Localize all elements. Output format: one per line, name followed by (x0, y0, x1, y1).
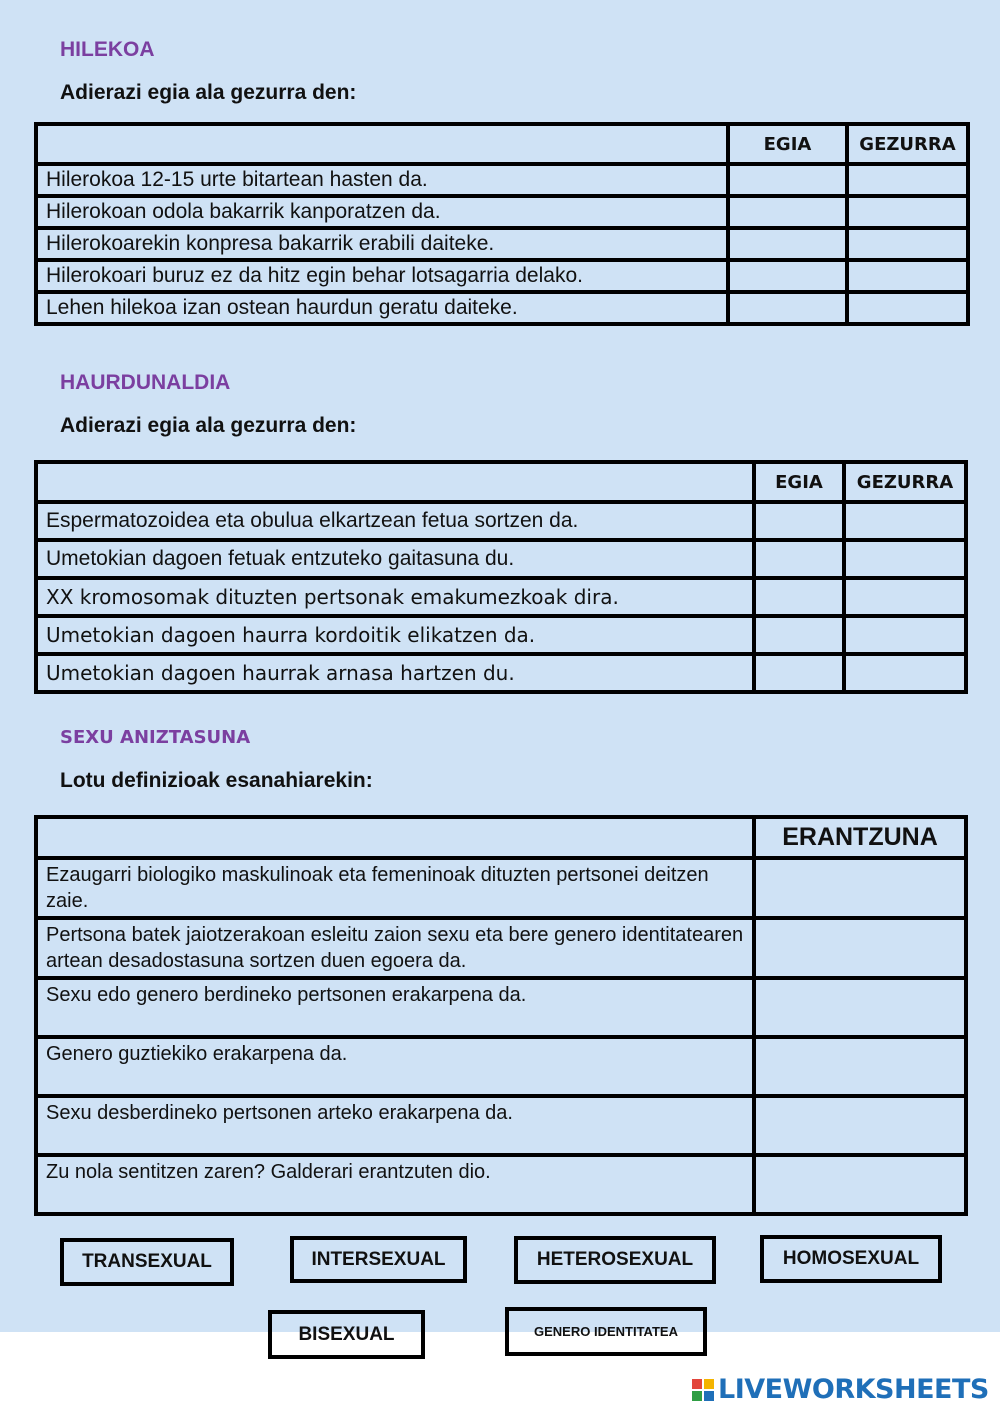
hilekoa-instruction: Adierazi egia ala gezurra den: (60, 81, 357, 104)
hilekoa-table (34, 122, 970, 326)
table-row (36, 918, 966, 978)
haurdunaldia-title: HAURDUNALDIA (60, 371, 231, 394)
definition-text: Zu nola sentitzen zaren? Galderari erantzuten dio. (36, 1155, 754, 1214)
haurdunaldia-instruction: Adierazi egia ala gezurra den: (60, 414, 357, 437)
gezurra-answer-cell[interactable] (847, 196, 968, 228)
definition-text: Sexu edo genero berdineko pertsonen erakarpena da. (36, 978, 754, 1037)
statement-text: Espermatozoidea eta obulua elkartzean fetua sortzen da. (36, 502, 754, 540)
answer-drop-cell[interactable] (754, 978, 966, 1037)
option-homosexual[interactable]: HOMOSEXUAL (760, 1235, 942, 1283)
egia-header: EGIA (728, 124, 847, 164)
egia-answer-cell[interactable] (728, 260, 847, 292)
option-bisexual[interactable]: BISEXUAL (268, 1310, 425, 1359)
logo-square (704, 1379, 714, 1389)
sexu-aniztasuna-title: SEXU ANIZTASUNA (60, 727, 251, 748)
table-row (36, 164, 968, 196)
hilekoa-title: HILEKOA (60, 38, 155, 61)
haurdunaldia-table (34, 460, 968, 694)
definition-text: Ezaugarri biologiko maskulinoak eta femeninoak dituzten pertsonei deitzen zaie. (36, 858, 754, 918)
table-row (36, 978, 966, 1037)
egia-answer-cell[interactable] (728, 164, 847, 196)
option-transexual[interactable]: TRANSEXUAL (60, 1238, 234, 1286)
logo-square (692, 1391, 702, 1401)
table-row (36, 260, 968, 292)
gezurra-answer-cell[interactable] (847, 292, 968, 324)
statement-text: Hilerokoari buruz ez da hitz egin behar lotsagarria delako. (36, 260, 728, 292)
statement-text: Umetokian dagoen haurrak arnasa hartzen du. (36, 654, 754, 692)
answer-drop-cell[interactable] (754, 1096, 966, 1155)
statement-text: Umetokian dagoen haurra kordoitik elikatzen da. (36, 616, 754, 654)
logo-text: LIVEWORKSHEETS (718, 1374, 989, 1405)
logo-squares-icon (692, 1379, 714, 1401)
sexu-aniztasuna-instruction: Lotu definizioak esanahiarekin: (60, 769, 373, 792)
table-row (36, 578, 966, 616)
answer-drop-cell[interactable] (754, 1155, 966, 1214)
table-row (36, 540, 966, 578)
table-row (36, 858, 966, 918)
egia-answer-cell[interactable] (728, 196, 847, 228)
table-row (36, 228, 968, 260)
gezurra-header: GEZURRA (847, 124, 968, 164)
egia-answer-cell[interactable] (754, 578, 844, 616)
erantzuna-header: ERANTZUNA (754, 817, 966, 858)
gezurra-answer-cell[interactable] (847, 228, 968, 260)
table-row (36, 1037, 966, 1096)
statement-text: XX kromosomak dituzten pertsonak emakumezkoak dira. (36, 578, 754, 616)
table-row (36, 502, 966, 540)
gezurra-answer-cell[interactable] (844, 540, 966, 578)
answer-drop-cell[interactable] (754, 1037, 966, 1096)
definition-text: Sexu desberdineko pertsonen arteko erakarpena da. (36, 1096, 754, 1155)
table-row (36, 616, 966, 654)
definitions-table (34, 815, 968, 1216)
statement-text: Lehen hilekoa izan ostean haurdun geratu daiteke. (36, 292, 728, 324)
option-intersexual[interactable]: INTERSEXUAL (290, 1236, 467, 1283)
empty-header-cell (36, 817, 754, 858)
definition-text: Pertsona batek jaiotzerakoan esleitu zaion sexu eta bere genero identitatearen artean desadostasuna sortzen duen egoera da. (36, 918, 754, 978)
table-row (36, 654, 966, 692)
logo-square (704, 1391, 714, 1401)
liveworksheets-logo (692, 1374, 989, 1405)
empty-header-cell (36, 462, 754, 502)
egia-answer-cell[interactable] (728, 292, 847, 324)
gezurra-answer-cell[interactable] (847, 260, 968, 292)
table-row (36, 292, 968, 324)
option-heterosexual[interactable]: HETEROSEXUAL (514, 1236, 716, 1284)
table-row (36, 1155, 966, 1214)
empty-header-cell (36, 124, 728, 164)
statement-text: Umetokian dagoen fetuak entzuteko gaitasuna du. (36, 540, 754, 578)
table-header-row (36, 817, 966, 858)
gezurra-answer-cell[interactable] (847, 164, 968, 196)
table-header-row (36, 124, 968, 164)
table-row (36, 1096, 966, 1155)
egia-answer-cell[interactable] (754, 540, 844, 578)
statement-text: Hilerokoan odola bakarrik kanporatzen da. (36, 196, 728, 228)
logo-square (692, 1379, 702, 1389)
definition-text: Genero guztiekiko erakarpena da. (36, 1037, 754, 1096)
table-row (36, 196, 968, 228)
gezurra-answer-cell[interactable] (844, 616, 966, 654)
gezurra-answer-cell[interactable] (844, 654, 966, 692)
egia-answer-cell[interactable] (754, 502, 844, 540)
gezurra-answer-cell[interactable] (844, 502, 966, 540)
statement-text: Hilerokoarekin konpresa bakarrik erabili daiteke. (36, 228, 728, 260)
egia-answer-cell[interactable] (754, 616, 844, 654)
egia-answer-cell[interactable] (728, 228, 847, 260)
answer-drop-cell[interactable] (754, 858, 966, 918)
option-genero-identitatea[interactable]: GENERO IDENTITATEA (505, 1307, 707, 1356)
gezurra-answer-cell[interactable] (844, 578, 966, 616)
answer-drop-cell[interactable] (754, 918, 966, 978)
gezurra-header: GEZURRA (844, 462, 966, 502)
table-header-row (36, 462, 966, 502)
egia-answer-cell[interactable] (754, 654, 844, 692)
egia-header: EGIA (754, 462, 844, 502)
statement-text: Hilerokoa 12-15 urte bitartean hasten da. (36, 164, 728, 196)
